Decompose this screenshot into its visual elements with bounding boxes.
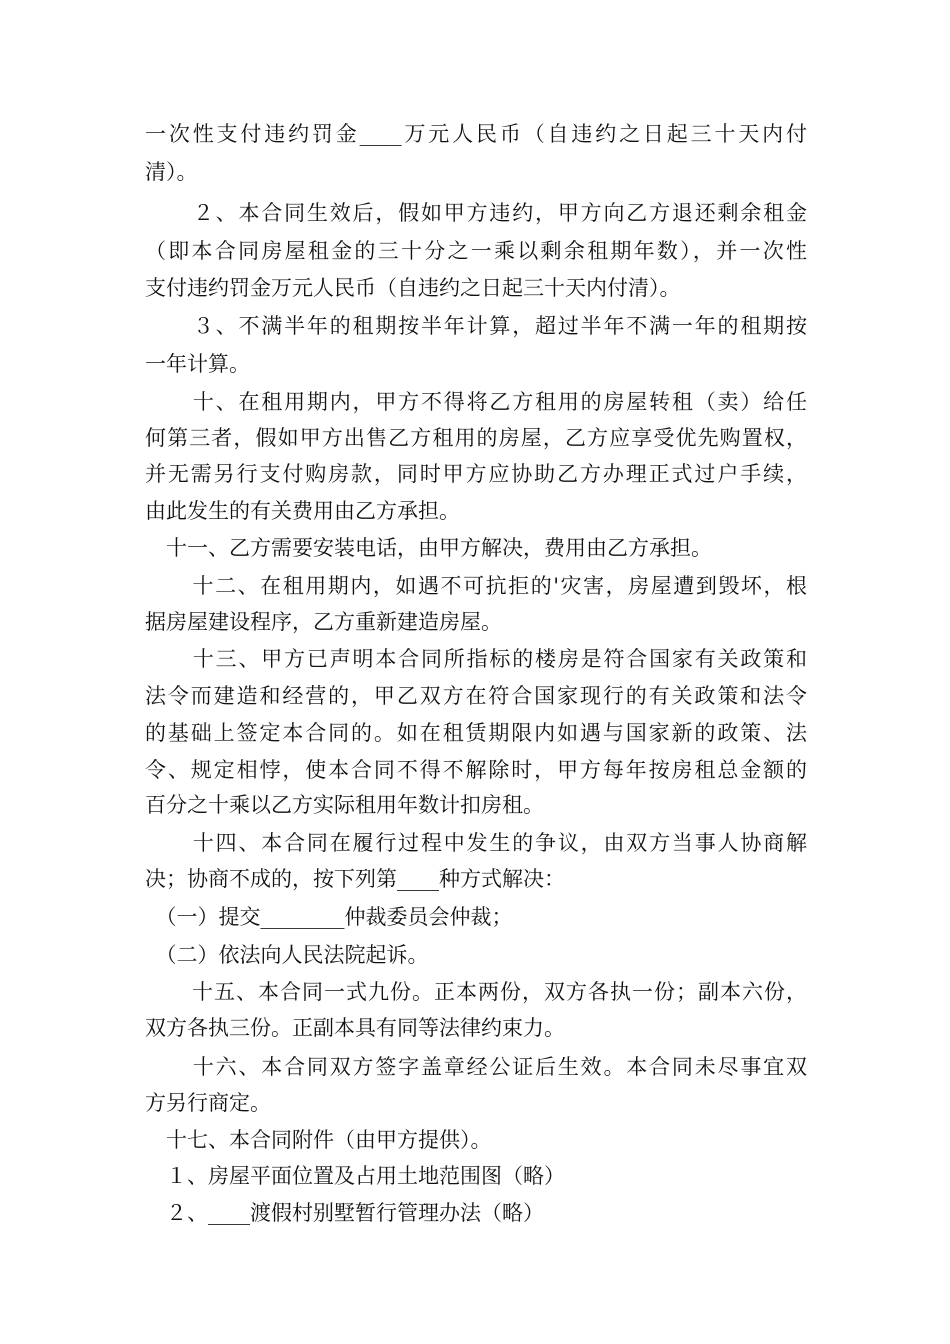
text-line: （二）依法向人民法院起诉。 bbox=[145, 943, 429, 967]
text-line: 法令而建造和经营的，甲乙双方在符合国家现行的有关政策和法令 bbox=[145, 684, 807, 708]
text-line: 一年计算。 bbox=[145, 352, 250, 376]
text-line: 十六、本合同双方签字盖章经公证后生效。本合同未尽事宜双 bbox=[170, 1055, 807, 1079]
text-line: 由此发生的有关费用由乙方承担。 bbox=[145, 499, 460, 523]
text-line: 十五、本合同一式九份。正本两份，双方各执一份；副本六份， bbox=[170, 980, 807, 1004]
text-line: 方另行商定。 bbox=[145, 1091, 271, 1115]
text-line: 并无需另行支付购房款，同时甲方应协助乙方办理正式过户手续， bbox=[145, 462, 807, 486]
text-line: 清）。 bbox=[145, 160, 198, 184]
text-line: （一）提交________仲裁委员会仲裁； bbox=[145, 905, 513, 929]
text-line: 的基础上签定本合同的。如在租赁期限内如遇与国家新的政策、法 bbox=[145, 721, 807, 745]
text-line: 十二、在租用期内，如遇不可抗拒的'灾害，房屋遭到毁坏，根 bbox=[170, 574, 807, 598]
text-line: 十一、乙方需要安装电话，由甲方解决，费用由乙方承担。 bbox=[145, 536, 712, 560]
text-line: 据房屋建设程序，乙方重新建造房屋。 bbox=[145, 610, 502, 634]
text-line: 十、在租用期内，甲方不得将乙方租用的房屋转租（卖）给任 bbox=[170, 390, 807, 414]
text-line: 何第三者，假如甲方出售乙方租用的房屋，乙方应享受优先购置权， bbox=[145, 426, 807, 450]
text-line: 决；协商不成的，按下列第____种方式解决： bbox=[145, 867, 565, 891]
text-line: 百分之十乘以乙方实际租用年数计扣房租。 bbox=[145, 793, 544, 817]
text-line: ２、本合同生效后，假如甲方违约，甲方向乙方退还剩余租金 bbox=[170, 201, 807, 225]
text-line: （即本合同房屋租金的三十分之一乘以剩余租期年数），并一次性 bbox=[145, 239, 807, 263]
text-line: 令、规定相悖，使本合同不得不解除时，甲方每年按房租总金额的 bbox=[145, 758, 807, 782]
text-line: 十四、本合同在履行过程中发生的争议，由双方当事人协商解 bbox=[170, 831, 807, 855]
text-line: ２、____渡假村别墅暂行管理办法（略） bbox=[145, 1201, 544, 1225]
text-line: 十七、本合同附件（由甲方提供）。 bbox=[145, 1128, 492, 1152]
text-line: ３、不满半年的租期按半年计算，超过半年不满一年的租期按 bbox=[170, 314, 807, 338]
text-line: 支付违约罚金万元人民币（自违约之日起三十天内付清）。 bbox=[145, 276, 681, 300]
text-line: 十三、甲方已声明本合同所指标的楼房是符合国家有关政策和 bbox=[170, 647, 807, 671]
text-line: 双方各执三份。正副本具有同等法律约束力。 bbox=[145, 1016, 565, 1040]
text-line: １、房屋平面位置及占用土地范围图（略） bbox=[145, 1164, 565, 1188]
text-line: 一次性支付违约罚金____万元人民币（自违约之日起三十天内付 bbox=[145, 122, 807, 146]
